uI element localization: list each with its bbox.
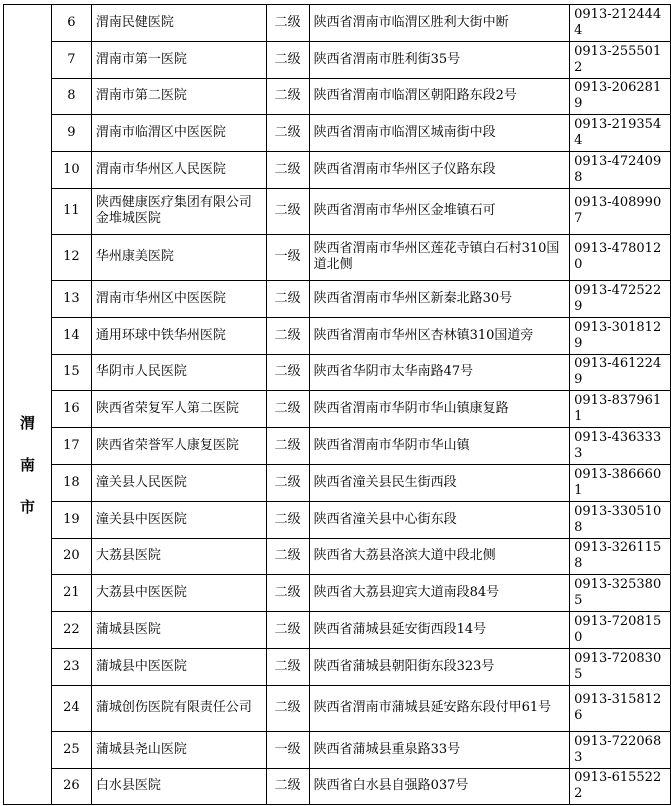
- hospital-address: 陕西省渭南市华州区杏林镇310国道旁: [309, 317, 570, 354]
- row-number: 11: [51, 188, 91, 234]
- hospital-name: 白水县医院: [91, 768, 266, 805]
- hospital-name: 渭南市临渭区中医医院: [91, 115, 266, 152]
- hospital-name: 陕西省荣誉军人康复医院: [91, 428, 266, 465]
- hospital-name: 渭南市第二医院: [91, 78, 266, 115]
- table-row: [4, 464, 671, 501]
- hospital-address: 陕西省蒲城县延安街西段14号: [309, 612, 570, 649]
- hospital-level: 二级: [266, 538, 309, 575]
- row-number: 23: [51, 648, 91, 685]
- hospital-level: 二级: [266, 78, 309, 115]
- hospital-name: 大荔县医院: [91, 538, 266, 575]
- row-number: 18: [51, 464, 91, 501]
- hospital-name: 华阴市人民医院: [91, 354, 266, 391]
- hospital-level: 二级: [266, 152, 309, 189]
- hospital-level: 二级: [266, 501, 309, 538]
- hospital-phone: 0913-4780120: [570, 234, 671, 280]
- hospital-level: 二级: [266, 428, 309, 465]
- table-row: [4, 5, 671, 42]
- hospital-address: 陕西省潼关县中心街东段: [309, 501, 570, 538]
- hospital-phone: 0913-2193544: [570, 115, 671, 152]
- hospital-name: 渭南民健医院: [91, 5, 266, 42]
- hospital-address: 陕西省渭南市华州区莲花寺镇白石村310国道北侧: [309, 234, 570, 280]
- hospital-address: 陕西省大荔县洛滨大道中段北侧: [309, 538, 570, 575]
- row-number: 15: [51, 354, 91, 391]
- hospital-phone: 0913-4612249: [570, 354, 671, 391]
- table-row: [4, 78, 671, 115]
- hospital-level: 二级: [266, 648, 309, 685]
- hospital-level: 二级: [266, 280, 309, 317]
- hospital-address: 陕西省渭南市华州区新秦北路30号: [309, 280, 570, 317]
- hospital-address: 陕西省渭南市临渭区胜利大街中断: [309, 5, 570, 42]
- row-number: 19: [51, 501, 91, 538]
- hospital-level: 二级: [266, 5, 309, 42]
- hospital-phone: 0913-2555012: [570, 41, 671, 78]
- hospital-phone: 0913-4363333: [570, 428, 671, 465]
- hospital-phone: 0913-8379611: [570, 391, 671, 428]
- table-row: [4, 115, 671, 152]
- hospital-level: 二级: [266, 41, 309, 78]
- region-char: 市: [19, 497, 35, 516]
- hospital-name: 渭南市第一医院: [91, 41, 266, 78]
- row-number: 16: [51, 391, 91, 428]
- row-number: 8: [51, 78, 91, 115]
- row-number: 13: [51, 280, 91, 317]
- hospital-level: 二级: [266, 612, 309, 649]
- hospital-address: 陕西省渭南市临渭区城南街中段: [309, 115, 570, 152]
- row-number: 24: [51, 685, 91, 731]
- hospital-address: 陕西省渭南市华阴市华山镇: [309, 428, 570, 465]
- row-number: 9: [51, 115, 91, 152]
- row-number: 22: [51, 612, 91, 649]
- hospital-name: 大荔县中医医院: [91, 575, 266, 612]
- hospital-name: 潼关县人民医院: [91, 464, 266, 501]
- table-row: [4, 391, 671, 428]
- hospital-address: 陕西省蒲城县朝阳街东段323号: [309, 648, 570, 685]
- hospital-level: 二级: [266, 391, 309, 428]
- row-number: 7: [51, 41, 91, 78]
- hospital-level: 一级: [266, 234, 309, 280]
- hospital-level: 一级: [266, 731, 309, 768]
- table-row: [4, 612, 671, 649]
- hospital-table: [3, 4, 671, 805]
- hospital-name: 渭南市华州区中医医院: [91, 280, 266, 317]
- hospital-phone: 0913-4724098: [570, 152, 671, 189]
- row-number: 17: [51, 428, 91, 465]
- hospital-address: 陕西省渭南市蒲城县延安路东段付甲61号: [309, 685, 570, 731]
- table-row: [4, 354, 671, 391]
- hospital-phone: 0913-3866601: [570, 464, 671, 501]
- hospital-address: 陕西省蒲城县重泉路33号: [309, 731, 570, 768]
- hospital-address: 陕西省大荔县迎宾大道南段84号: [309, 575, 570, 612]
- table-row: [4, 501, 671, 538]
- hospital-address: 陕西省白水县自强路037号: [309, 768, 570, 805]
- hospital-name: 陕西健康医疗集团有限公司金堆城医院: [91, 188, 266, 234]
- region-char: 渭: [19, 413, 35, 432]
- hospital-name: 潼关县中医医院: [91, 501, 266, 538]
- table-row: [4, 280, 671, 317]
- hospital-level: 二级: [266, 685, 309, 731]
- hospital-level: 二级: [266, 768, 309, 805]
- hospital-phone: 0913-2062819: [570, 78, 671, 115]
- row-number: 20: [51, 538, 91, 575]
- hospital-phone: 0913-3253805: [570, 575, 671, 612]
- table-row: [4, 41, 671, 78]
- hospital-address: 陕西省渭南市华州区金堆镇石可: [309, 188, 570, 234]
- row-number: 25: [51, 731, 91, 768]
- hospital-level: 二级: [266, 188, 309, 234]
- hospital-address: 陕西省渭南市临渭区朝阳路东段2号: [309, 78, 570, 115]
- row-number: 10: [51, 152, 91, 189]
- row-number: 6: [51, 5, 91, 42]
- hospital-level: 二级: [266, 317, 309, 354]
- row-number: 26: [51, 768, 91, 805]
- hospital-phone: 0913-2124444: [570, 5, 671, 42]
- hospital-address: 陕西省渭南市华阴市华山镇康复路: [309, 391, 570, 428]
- hospital-name: 渭南市华州区人民医院: [91, 152, 266, 189]
- table-row: [4, 731, 671, 768]
- table-row: [4, 428, 671, 465]
- hospital-table-body: [4, 5, 671, 805]
- hospital-name: 蒲城县中医医院: [91, 648, 266, 685]
- table-row: [4, 317, 671, 354]
- hospital-name: 通用环球中铁华州医院: [91, 317, 266, 354]
- hospital-name: 蒲城创伤医院有限责任公司: [91, 685, 266, 731]
- hospital-phone: 0913-3018129: [570, 317, 671, 354]
- hospital-phone: 0913-6155222: [570, 768, 671, 805]
- table-row: [4, 685, 671, 731]
- hospital-phone: 0913-3158126: [570, 685, 671, 731]
- hospital-address: 陕西省华阴市太华南路47号: [309, 354, 570, 391]
- hospital-level: 二级: [266, 354, 309, 391]
- hospital-name: 华州康美医院: [91, 234, 266, 280]
- row-number: 21: [51, 575, 91, 612]
- hospital-address: 陕西省潼关县民生街西段: [309, 464, 570, 501]
- hospital-phone: 0913-7208150: [570, 612, 671, 649]
- table-row: [4, 152, 671, 189]
- hospital-level: 二级: [266, 115, 309, 152]
- hospital-phone: 0913-4089907: [570, 188, 671, 234]
- region-cell: [4, 5, 52, 805]
- table-row: [4, 234, 671, 280]
- hospital-phone: 0913-3305108: [570, 501, 671, 538]
- hospital-address: 陕西省渭南市胜利街35号: [309, 41, 570, 78]
- hospital-phone: 0913-7208305: [570, 648, 671, 685]
- table-row: [4, 768, 671, 805]
- table-row: [4, 648, 671, 685]
- region-char: 南: [19, 455, 35, 474]
- table-row: [4, 538, 671, 575]
- hospital-name: 蒲城县医院: [91, 612, 266, 649]
- table-row: [4, 188, 671, 234]
- hospital-address: 陕西省渭南市华州区子仪路东段: [309, 152, 570, 189]
- hospital-phone: 0913-7220683: [570, 731, 671, 768]
- hospital-name: 陕西省荣复军人第二医院: [91, 391, 266, 428]
- table-row: [4, 575, 671, 612]
- hospital-level: 二级: [266, 464, 309, 501]
- hospital-phone: 0913-4725229: [570, 280, 671, 317]
- hospital-phone: 0913-3261158: [570, 538, 671, 575]
- hospital-name: 蒲城县尧山医院: [91, 731, 266, 768]
- row-number: 14: [51, 317, 91, 354]
- row-number: 12: [51, 234, 91, 280]
- hospital-level: 二级: [266, 575, 309, 612]
